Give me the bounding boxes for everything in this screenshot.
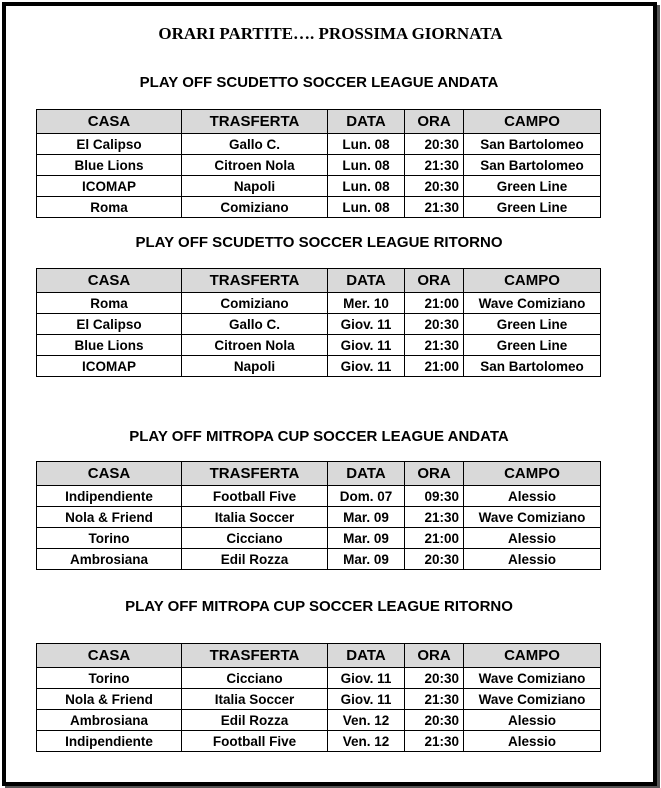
cell-ora: 21:30 (405, 155, 464, 176)
cell-trasferta: Italia Soccer (182, 507, 328, 528)
cell-campo: San Bartolomeo (464, 134, 601, 155)
table-row (37, 335, 601, 356)
header-row (37, 462, 601, 486)
cell-casa: Blue Lions (37, 155, 182, 176)
header-data: DATA (328, 462, 405, 486)
cell-trasferta: Citroen Nola (182, 335, 328, 356)
cell-trasferta: Comiziano (182, 293, 328, 314)
cell-data: Lun. 08 (328, 176, 405, 197)
schedule-table (36, 461, 601, 570)
table-row (37, 668, 601, 689)
cell-ora: 21:30 (405, 731, 464, 752)
cell-ora: 21:00 (405, 528, 464, 549)
table-row (37, 356, 601, 377)
cell-ora: 21:30 (405, 197, 464, 218)
section-title: PLAY OFF MITROPA CUP SOCCER LEAGUE ANDATA (129, 428, 509, 445)
cell-casa: ICOMAP (37, 176, 182, 197)
cell-ora: 21:00 (405, 356, 464, 377)
schedule-table (36, 268, 601, 377)
cell-casa: Roma (37, 197, 182, 218)
cell-ora: 20:30 (405, 668, 464, 689)
cell-trasferta: Edil Rozza (182, 549, 328, 570)
cell-ora: 09:30 (405, 486, 464, 507)
cell-ora: 21:30 (405, 507, 464, 528)
cell-data: Ven. 12 (328, 731, 405, 752)
cell-campo: Green Line (464, 335, 601, 356)
cell-casa: Torino (37, 668, 182, 689)
header-ora: ORA (405, 644, 464, 668)
cell-casa: Roma (37, 293, 182, 314)
cell-ora: 21:30 (405, 689, 464, 710)
cell-data: Mar. 09 (328, 549, 405, 570)
cell-campo: Green Line (464, 176, 601, 197)
cell-data: Lun. 08 (328, 155, 405, 176)
cell-casa: ICOMAP (37, 356, 182, 377)
cell-ora: 21:00 (405, 293, 464, 314)
cell-casa: Nola & Friend (37, 689, 182, 710)
cell-casa: Indipendiente (37, 486, 182, 507)
cell-campo: Alessio (464, 731, 601, 752)
cell-trasferta: Cicciano (182, 668, 328, 689)
cell-casa: Blue Lions (37, 335, 182, 356)
table-row (37, 134, 601, 155)
cell-campo: Alessio (464, 528, 601, 549)
table-row (37, 689, 601, 710)
cell-campo: San Bartolomeo (464, 155, 601, 176)
cell-campo: Green Line (464, 197, 601, 218)
table-row (37, 197, 601, 218)
header-trasferta: TRASFERTA (182, 110, 328, 134)
cell-trasferta: Gallo C. (182, 314, 328, 335)
header-casa: CASA (37, 462, 182, 486)
table-row (37, 549, 601, 570)
header-campo: CAMPO (464, 644, 601, 668)
cell-trasferta: Football Five (182, 731, 328, 752)
header-data: DATA (328, 269, 405, 293)
cell-data: Dom. 07 (328, 486, 405, 507)
cell-casa: Nola & Friend (37, 507, 182, 528)
cell-ora: 20:30 (405, 710, 464, 731)
table-row (37, 710, 601, 731)
cell-data: Mar. 09 (328, 507, 405, 528)
header-campo: CAMPO (464, 110, 601, 134)
cell-casa: Torino (37, 528, 182, 549)
header-casa: CASA (37, 644, 182, 668)
table-row (37, 528, 601, 549)
cell-casa: Ambrosiana (37, 710, 182, 731)
cell-trasferta: Napoli (182, 176, 328, 197)
cell-data: Ven. 12 (328, 710, 405, 731)
header-row (37, 269, 601, 293)
cell-casa: El Calipso (37, 134, 182, 155)
cell-trasferta: Edil Rozza (182, 710, 328, 731)
cell-trasferta: Cicciano (182, 528, 328, 549)
cell-ora: 21:30 (405, 335, 464, 356)
cell-data: Mer. 10 (328, 293, 405, 314)
cell-data: Giov. 11 (328, 314, 405, 335)
header-ora: ORA (405, 110, 464, 134)
cell-trasferta: Napoli (182, 356, 328, 377)
header-casa: CASA (37, 269, 182, 293)
cell-data: Giov. 11 (328, 335, 405, 356)
header-ora: ORA (405, 462, 464, 486)
cell-campo: Green Line (464, 314, 601, 335)
cell-data: Lun. 08 (328, 134, 405, 155)
header-trasferta: TRASFERTA (182, 269, 328, 293)
header-data: DATA (328, 110, 405, 134)
cell-casa: Indipendiente (37, 731, 182, 752)
header-trasferta: TRASFERTA (182, 462, 328, 486)
cell-ora: 20:30 (405, 134, 464, 155)
cell-campo: Wave Comiziano (464, 689, 601, 710)
table-row (37, 314, 601, 335)
cell-ora: 20:30 (405, 314, 464, 335)
table-row (37, 176, 601, 197)
cell-trasferta: Citroen Nola (182, 155, 328, 176)
cell-campo: Wave Comiziano (464, 507, 601, 528)
cell-data: Giov. 11 (328, 689, 405, 710)
header-campo: CAMPO (464, 462, 601, 486)
table-row (37, 731, 601, 752)
section-title: PLAY OFF SCUDETTO SOCCER LEAGUE ANDATA (139, 74, 499, 91)
section-title: PLAY OFF MITROPA CUP SOCCER LEAGUE RITORNO (125, 598, 513, 615)
header-campo: CAMPO (464, 269, 601, 293)
schedule-table (36, 643, 601, 752)
table-row (37, 293, 601, 314)
schedule-table (36, 109, 601, 218)
cell-campo: Alessio (464, 710, 601, 731)
section-title: PLAY OFF SCUDETTO SOCCER LEAGUE RITORNO (135, 234, 503, 251)
cell-data: Lun. 08 (328, 197, 405, 218)
cell-campo: Wave Comiziano (464, 668, 601, 689)
header-data: DATA (328, 644, 405, 668)
header-row (37, 110, 601, 134)
cell-data: Mar. 09 (328, 528, 405, 549)
header-trasferta: TRASFERTA (182, 644, 328, 668)
cell-casa: El Calipso (37, 314, 182, 335)
cell-trasferta: Football Five (182, 486, 328, 507)
header-ora: ORA (405, 269, 464, 293)
cell-ora: 20:30 (405, 549, 464, 570)
cell-trasferta: Italia Soccer (182, 689, 328, 710)
cell-campo: Alessio (464, 486, 601, 507)
table-row (37, 155, 601, 176)
table-row (37, 507, 601, 528)
cell-casa: Ambrosiana (37, 549, 182, 570)
cell-data: Giov. 11 (328, 668, 405, 689)
cell-campo: Wave Comiziano (464, 293, 601, 314)
cell-campo: San Bartolomeo (464, 356, 601, 377)
table-row (37, 486, 601, 507)
cell-ora: 20:30 (405, 176, 464, 197)
header-row (37, 644, 601, 668)
header-casa: CASA (37, 110, 182, 134)
cell-data: Giov. 11 (328, 356, 405, 377)
cell-campo: Alessio (464, 549, 601, 570)
cell-trasferta: Comiziano (182, 197, 328, 218)
page-title: ORARI PARTITE…. PROSSIMA GIORNATA (158, 24, 503, 43)
cell-trasferta: Gallo C. (182, 134, 328, 155)
